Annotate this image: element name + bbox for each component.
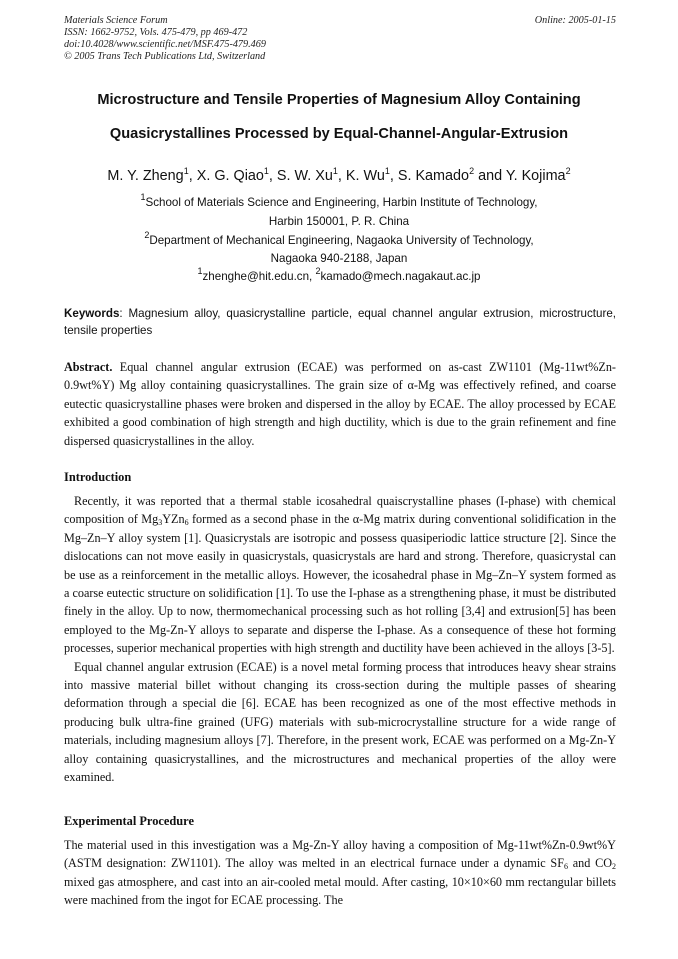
issn-line: ISSN: 1662-9752, Vols. 475-479, pp 469-472 [64, 27, 248, 38]
experimental-paragraph-1 [64, 836, 616, 910]
intro-paragraph-2: Equal channel angular extrusion (ECAE) is a novel metal forming process that introduces heavy shear strains into massive material billet without changing its cross-section during the multiple passes of shearing deformation through a special die [6]. ECAE has been recognized as one of the most effective methods in producing bulk ultra-fine grained (UFG) materials with sub-microcrystalline structure for a wide range of materials, including magnesium alloys [7]. Therefore, in the present work, ECAE was performed on a Mg-Zn-Y alloy containing quasicrystallines, and the microstructures and mechanical properties of the alloy were examined. [64, 659, 616, 785]
subscript: 6 [184, 518, 189, 528]
affiliation-mark: 2 [144, 230, 150, 240]
intro-p1-text-c: formed as a second phase in the α-Mg matrix during conventional solidification in the Mg–Zn–Y alloy system [1]. Quasicrystals are isotropic and possess quasiperiodic lattice structure [2]. Since the dislocations can not move easily in quasicrystals, quasicrystals are hard and strong. Therefore, quasicrystal can be use as a reinforcement in the metallic alloys. However, the icosahedral phase in Mg–Zn–Y system formed as a coarse eutectic structure on solidification [1]. To use the I-phase as a strengthening phase, it must be distributed finely in the alloy. Up to now, thermomechanical processing such as hot rolling [3,4] and extrusion[5] has been employed to the Mg-Zn-Y alloys to separate and disperse the I-phase. As a consequence of these hot forming processes, superior mechanical properties with high strength and ductility have been achieved in the alloys [3-5]. [64, 512, 617, 656]
author-name: S. W. Xu [276, 168, 333, 184]
online-date: Online: 2005-01-15 [534, 15, 616, 26]
intro-p1-text-a: Recently, it was reported that a thermal stable icosahedral quaiscrystalline phases (I-phase) with chemical composition of Mg [64, 494, 616, 527]
keywords-label: Keywords [64, 307, 120, 320]
subscript: 6 [563, 862, 568, 872]
author-affiliation-mark: 2 [565, 166, 571, 176]
abstract [64, 358, 616, 450]
author-affiliation-mark: 1 [263, 166, 269, 176]
affiliation-2-line-1 [40, 230, 638, 248]
email-line [40, 266, 638, 284]
copyright-line: © 2005 Trans Tech Publications Ltd, Switzerland [64, 51, 266, 62]
affiliation-2-line-2: Nagaoka 940-2188, Japan [270, 252, 408, 265]
author-separator: , [268, 168, 277, 184]
email-mark: 2 [315, 266, 321, 276]
affiliation-1-line-1 [40, 192, 638, 210]
affiliation-text: School of Materials Science and Engineering, Harbin Institute of Technology, [145, 196, 538, 209]
email-2[interactable]: kamado@mech.nagakaut.ac.jp [320, 270, 481, 283]
affiliation-1-line-2: Harbin 150001, P. R. China [268, 215, 410, 228]
author-name: X. G. Qiao [196, 168, 264, 184]
exp-p1-text-c: mixed gas atmosphere, and cast into an air-cooled metal mould. After casting, 10×10×60 mm rectangular billets were machined from the ingot for ECAE processing. The [64, 874, 616, 908]
exp-p1-text-a: The material used in this investigation was a Mg-Zn-Y alloy having a composition of Mg-11wt%Zn-0.9wt%Y (ASTM designation: ZW1101). The alloy was melted in an electrical furnace under a dynamic SF [64, 838, 616, 871]
author-name: K. Wu [345, 168, 385, 184]
journal-name: Materials Science Forum [64, 15, 168, 26]
journal-header [64, 15, 616, 63]
affiliation-text: Department of Mechanical Engineering, Nagaoka University of Technology, [149, 234, 534, 247]
exp-p1-text-b: and CO [567, 856, 613, 871]
author-name: S. Kamado [397, 168, 470, 184]
author-affiliation-mark: 1 [183, 166, 189, 176]
author-affiliation-mark: 1 [332, 166, 338, 176]
author-affiliation-mark: 2 [469, 166, 475, 176]
affiliation-mark: 1 [140, 192, 146, 202]
author-separator: and [474, 168, 506, 184]
keywords [64, 305, 616, 339]
abstract-label: Abstract. [64, 360, 113, 374]
author-name: Y. Kojima [505, 168, 566, 184]
author-separator: , [188, 168, 197, 184]
abstract-text: Equal channel angular extrusion (ECAE) was performed on as-cast ZW1101 (Mg-11wt%Zn-0.9wt%Y) Mg alloy containing quasicrystallines. The grain size of α-Mg was effectively refined, and coarse eutectic quasicrystalline phases were broken and dispersed in the alloy by ECAE. The alloy processed by ECAE exhibited a good combination of high strength and high ductility, which is due to the grain refinement and fine dispersed quasicrystallines in the alloy. [64, 360, 616, 448]
intro-p1-text-b: YZn [162, 512, 185, 527]
author-separator: , [389, 168, 398, 184]
experimental-heading: Experimental Procedure [64, 814, 194, 828]
paper-title-line-1: Microstructure and Tensile Properties of Magnesium Alloy Containing [97, 92, 581, 108]
author-name: M. Y. Zheng [107, 168, 184, 184]
introduction-body [64, 492, 616, 787]
introduction-heading: Introduction [64, 470, 132, 484]
author-affiliation-mark: 1 [384, 166, 390, 176]
paper-title-line-2: Quasicrystallines Processed by Equal-Channel-Angular-Extrusion [109, 126, 569, 142]
subscript: 3 [158, 518, 163, 528]
doi-line[interactable]: doi:10.4028/www.scientific.net/MSF.475-479.469 [64, 39, 266, 50]
keywords-text: : Magnesium alloy, quasicrystalline particle, equal channel angular extrusion, microstructure, tensile properties [64, 307, 616, 337]
author-list [30, 168, 648, 184]
experimental-body [64, 836, 616, 910]
intro-paragraph-1 [64, 492, 616, 658]
email-1[interactable]: zhenghe@hit.edu.cn, [202, 270, 316, 283]
subscript: 2 [612, 862, 617, 872]
author-separator: , [337, 168, 346, 184]
email-mark: 1 [197, 266, 203, 276]
